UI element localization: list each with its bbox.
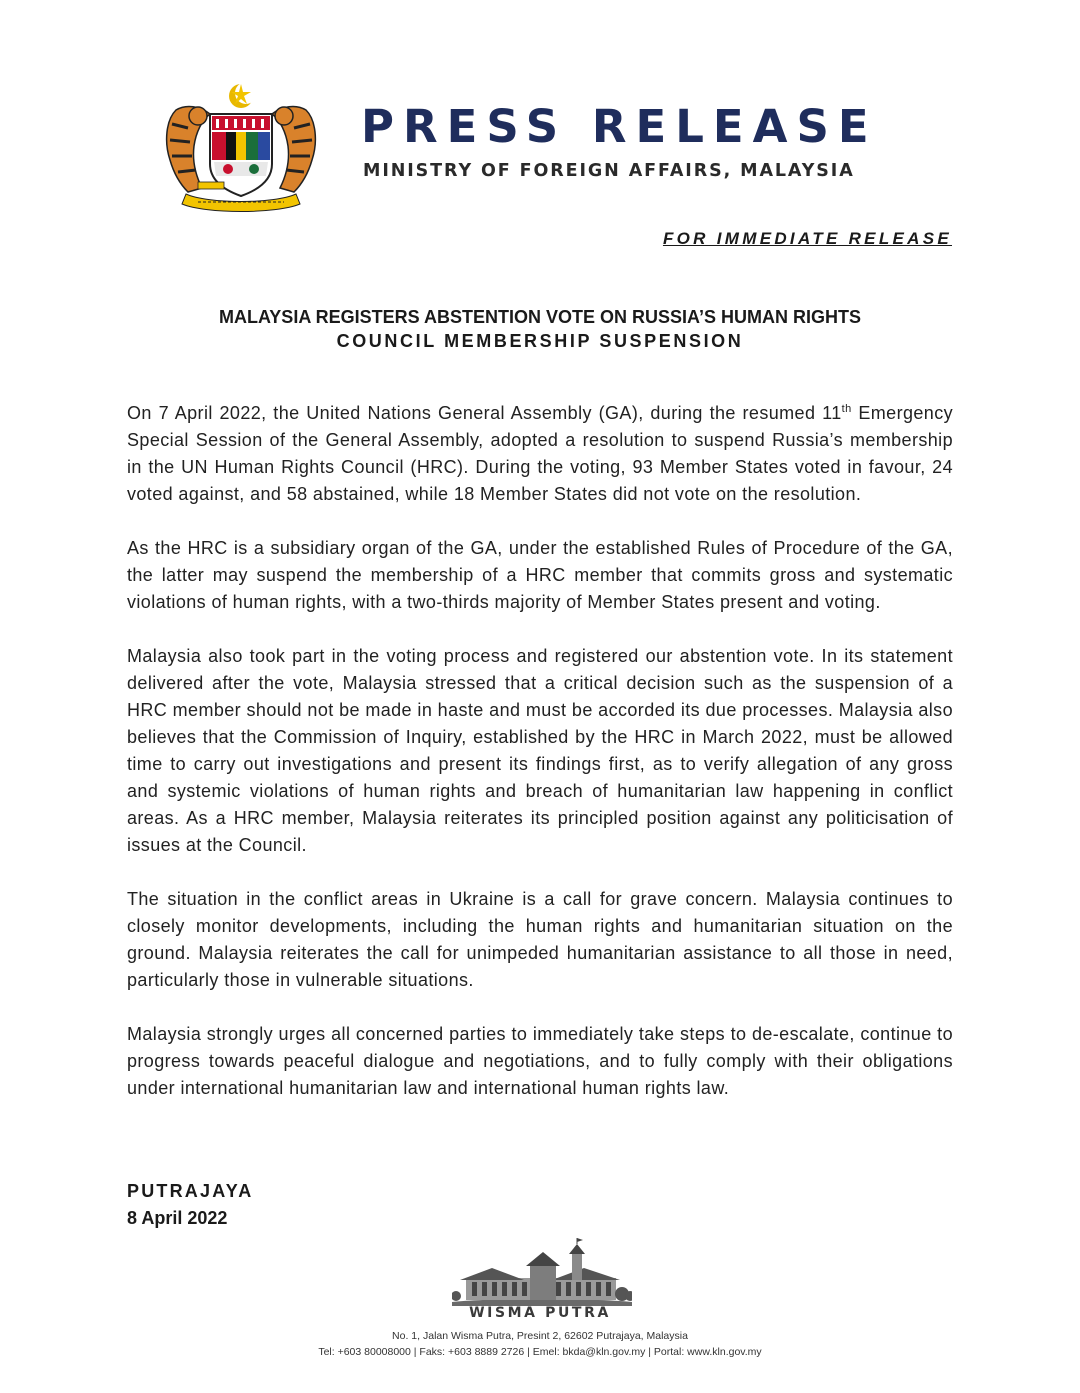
- signoff: [127, 1178, 254, 1232]
- ministry-subtitle: MINISTRY OF FOREIGN AFFAIRS, MALAYSIA: [363, 161, 855, 181]
- headline: [110, 305, 970, 353]
- release-type: FOR IMMEDIATE RELEASE: [662, 229, 952, 248]
- wisma-putra-label: WISMA PUTRA: [469, 1305, 611, 1321]
- paragraph-4: The situation in the conflict areas in Ukraine is a call for grave concern. Malaysia continues to closely monitor developments, including the human rights and humanitarian situation on the ground. Malaysia reiterates the call for unimpeded humanitarian assistance to all those in need, particularly those in vulnerable situations.: [127, 889, 953, 990]
- footer-address: No. 1, Jalan Wisma Putra, Presint 2, 62602 Putrajaya, Malaysia: [392, 1330, 688, 1342]
- paragraph-2: As the HRC is a subsidiary organ of the GA, under the established Rules of Procedure of the GA, the latter may suspend the membership of a HRC member that commits gross and systematic violations of human rights, with a two-thirds majority of Member States present and voting.: [127, 538, 953, 612]
- paragraph-1: [127, 396, 953, 508]
- press-body: [127, 396, 953, 1129]
- press-release-title: PRESS RELEASE: [361, 100, 878, 153]
- coat-of-arms-icon: [158, 80, 324, 214]
- footer-contacts: Tel: +603 80008000 | Faks: +603 8889 2726 | Emel: bkda@kln.gov.my | Portal: www.kln.gov.my: [318, 1346, 762, 1358]
- paragraph-1-part-b: Emergency Special Session of the General Assembly, adopted a resolution to suspend Russia’s membership in the UN Human Rights Council (HRC). During the voting, 93 Member States voted in favour, 24 voted against, and 58 abstained, while 18 Member States did not vote on the resolution.: [127, 403, 954, 504]
- footer-contact: [240, 1328, 840, 1360]
- headline-line-1: MALAYSIA REGISTERS ABSTENTION VOTE ON RUSSIA’S HUMAN RIGHTS: [218, 307, 862, 327]
- paragraph-1-part-a: On 7 April 2022, the United Nations General Assembly (GA), during the resumed 11: [127, 403, 842, 423]
- wisma-putra-building-icon: [452, 1238, 632, 1306]
- signoff-city: PUTRAJAYA: [127, 1181, 254, 1201]
- paragraph-5: Malaysia strongly urges all concerned parties to immediately take steps to de-escalate, continue to progress towards peaceful dialogue and negotiations, and to fully comply with their obligations under international humanitarian law and international human rights law.: [127, 1024, 953, 1098]
- headline-line-2: COUNCIL MEMBERSHIP SUSPENSION: [336, 331, 744, 351]
- signoff-date: 8 April 2022: [127, 1208, 228, 1228]
- paragraph-3: Malaysia also took part in the voting process and registered our abstention vote. In its statement delivered after the vote, Malaysia stressed that a critical decision such as the suspension of a HRC member should not be made in haste and must be accorded its due processes. Malaysia also believes that the Commission of Inquiry, established by the HRC in March 2022, must be allowed time to carry out investigations and present its findings first, as to verify allegation of any gross and systemic violations of human rights and breach of humanitarian law happening in conflict areas. As a HRC member, Malaysia reiterates its principled position against any politicisation of issues at the Council.: [127, 646, 953, 855]
- ordinal-suffix: th: [841, 403, 852, 415]
